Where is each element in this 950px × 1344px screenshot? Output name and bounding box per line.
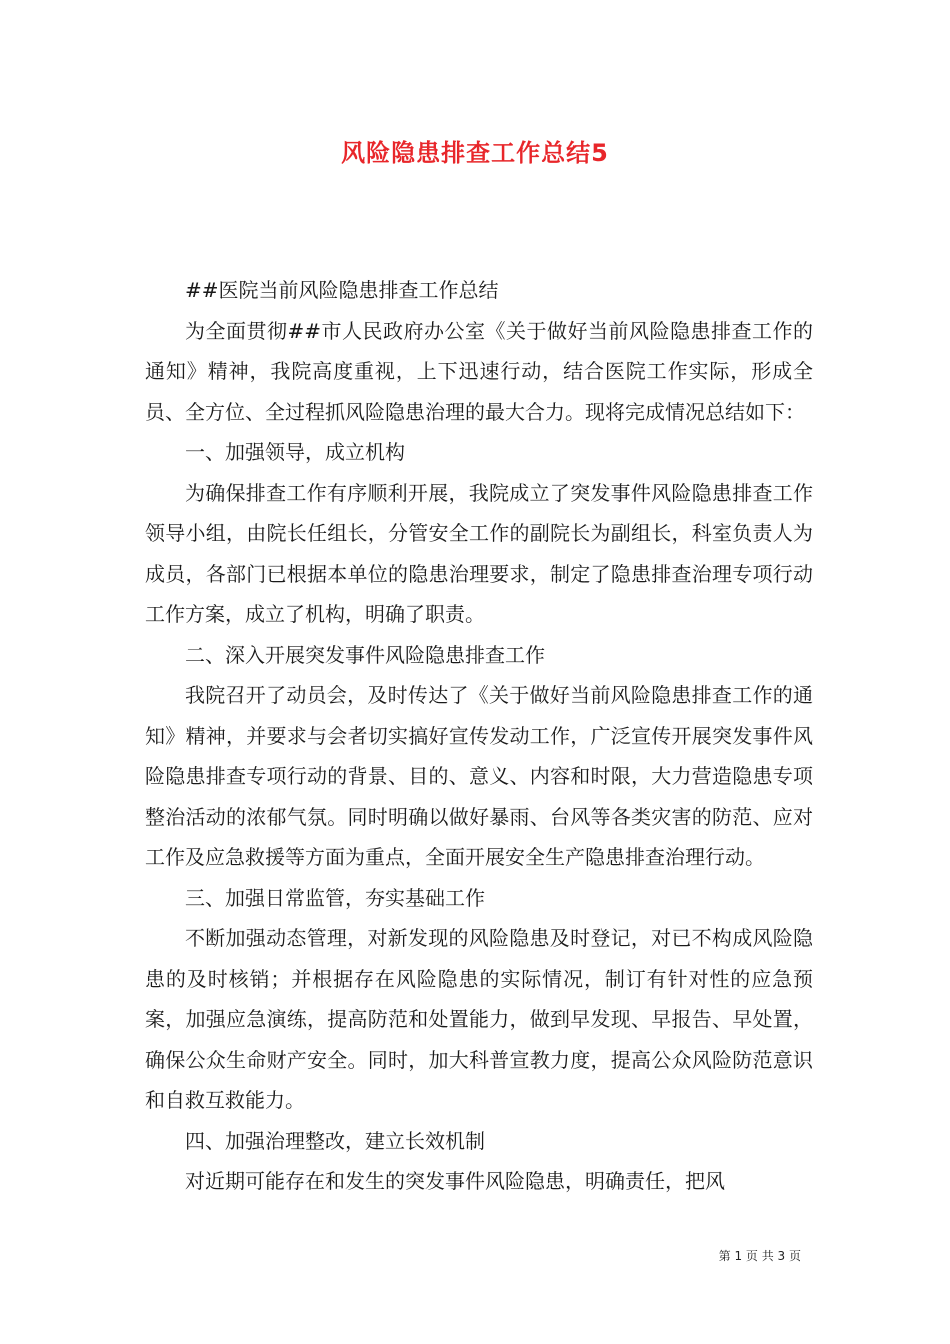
- section-heading-2: 二、深入开展突发事件风险隐患排查工作: [185, 642, 545, 667]
- section-heading-3: 三、加强日常监管，夯实基础工作: [185, 885, 485, 910]
- paragraph-section-4: 对近期可能存在和发生的突发事件风险隐患，明确责任，把风: [185, 1169, 725, 1193]
- section-heading-1: 一、加强领导，成立机构: [185, 440, 405, 464]
- paragraph-section-2: 我院召开了动员会，及时传达了《关于做好当前风险隐患排查工作的通知》精神，并要求与会者切实搞好宣传发动工作，广泛宣传开展突发事件风险隐患排查专项行动的背景、目的、意义、内容和时限，大力营造隐患专项整治活动的浓郁气氛。同时明确以做好暴雨、台风等各类灾害的防范、应对工作及应急救援等方面为重点，全面开展安全生产隐患排查治理行动。: [145, 683, 813, 869]
- document-body: [145, 270, 813, 1202]
- paragraph-section-1: 为确保排查工作有序顺利开展，我院成立了突发事件风险隐患排查工作领导小组，由院长任组长，分管安全工作的副院长为副组长，科室负责人为成员，各部门已根据本单位的隐患治理要求，制定了隐患排查治理专项行动工作方案，成立了机构，明确了职责。: [145, 480, 813, 626]
- document-title: 风险隐患排查工作总结5: [341, 139, 609, 167]
- page-number-footer: 第 1 页 共 3 页: [718, 1249, 801, 1263]
- paragraph-section-3: 不断加强动态管理，对新发现的风险隐患及时登记，对已不构成风险隐患的及时核销；并根据存在风险隐患的实际情况，制订有针对性的应急预案，加强应急演练，提高防范和处置能力，做到早发现、早报告、早处置，确保公众生命财产安全。同时，加大科普宣教力度，提高公众风险防范意识和自救互救能力。: [145, 926, 813, 1112]
- paragraph-intro: 为全面贯彻##市人民政府办公室《关于做好当前风险隐患排查工作的通知》精神，我院高度重视，上下迅速行动，结合医院工作实际，形成全员、全方位、全过程抓风险隐患治理的最大合力。现将完成情况总结如下：: [145, 318, 813, 424]
- section-heading-4: 四、加强治理整改，建立长效机制: [185, 1128, 485, 1153]
- paragraph-heading-hospital: ##医院当前风险隐患排查工作总结: [185, 278, 499, 302]
